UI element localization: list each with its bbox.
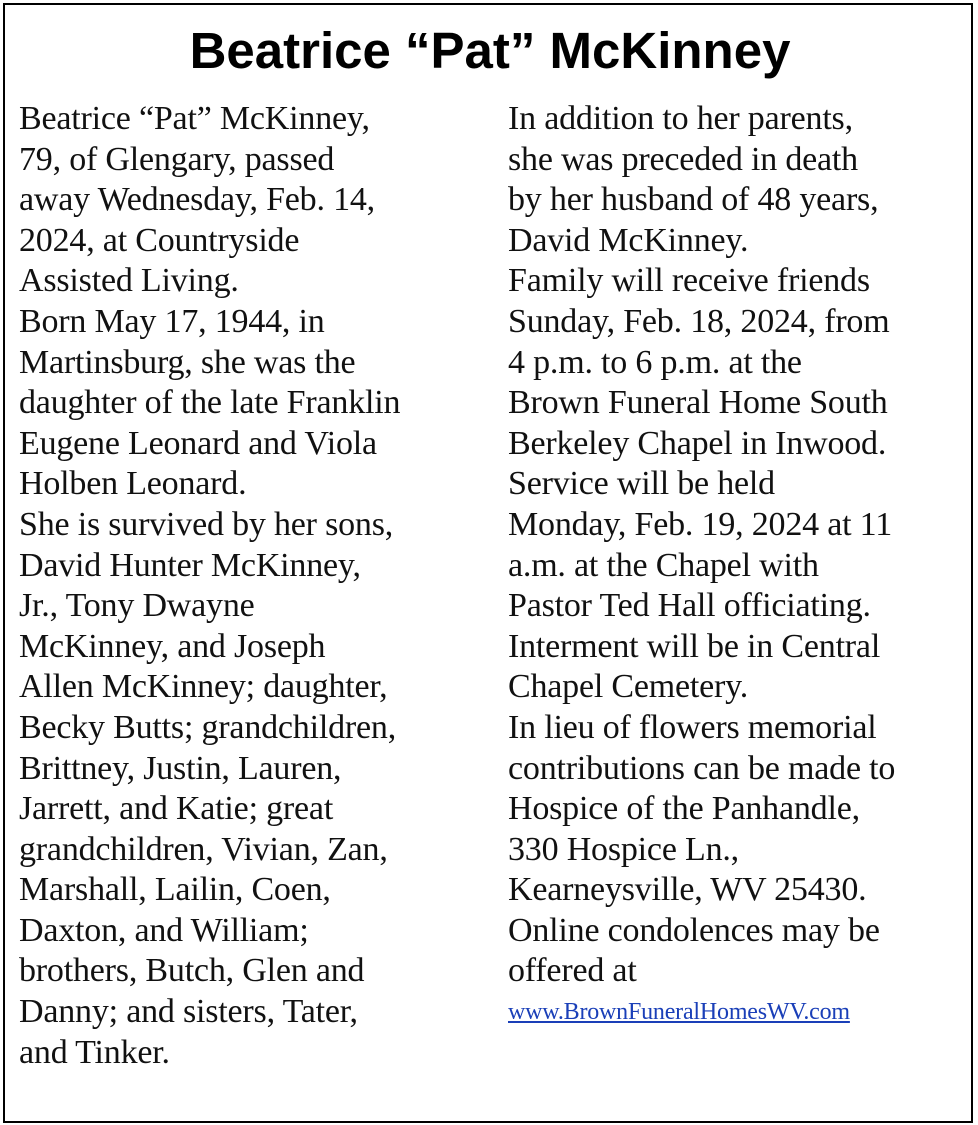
text-line: Assisted Living. [19, 262, 239, 300]
text-line: Beatrice “Pat” McKinney, [19, 100, 370, 137]
text-line: Daxton, and William; [19, 911, 309, 949]
text-line: Brittney, Justin, Lauren, [19, 749, 342, 787]
text-line: David McKinney. [508, 221, 749, 259]
text-line: Jarrett, and Katie; great [19, 790, 334, 828]
text-line: away Wednesday, Feb. 14, [19, 181, 375, 219]
obituary-frame [3, 3, 973, 1123]
text-line: Brown Funeral Home South [508, 384, 888, 422]
text-line: 79, of Glengary, passed [19, 140, 335, 178]
text-line: 4 p.m. to 6 p.m. at the [508, 343, 802, 381]
text-line: In addition to her parents, [508, 100, 853, 137]
obituary-title: Beatrice “Pat” McKinney [189, 22, 791, 79]
text-line: Family will receive friends [508, 262, 870, 300]
text-line: McKinney, and Joseph [19, 627, 326, 665]
text-line: Monday, Feb. 19, 2024 at 11 [508, 505, 892, 543]
text-line: Hospice of the Panhandle, [508, 790, 860, 828]
left-column [19, 99, 489, 1073]
text-line: David Hunter McKinney, [19, 546, 361, 584]
text-line: brothers, Butch, Glen and [19, 952, 365, 990]
text-line: Danny; and sisters, Tater, [19, 993, 358, 1031]
text-line: Berkeley Chapel in Inwood. [508, 424, 887, 462]
text-line: Jr., Tony Dwayne [19, 587, 255, 625]
text-line: Born May 17, 1944, in [19, 302, 325, 340]
text-line: Pastor Ted Hall officiating. [508, 587, 871, 625]
text-line: Becky Butts; grandchildren, [19, 708, 397, 746]
text-line: daughter of the late Franklin [19, 384, 401, 422]
text-line: Eugene Leonard and Viola [19, 424, 377, 462]
text-line: she was preceded in death [508, 140, 858, 178]
text-line: In lieu of flowers memorial [508, 708, 877, 746]
text-line: She is survived by her sons, [19, 505, 394, 543]
text-line: and Tinker. [19, 1033, 170, 1071]
text-line: Kearneysville, WV 25430. [508, 871, 867, 909]
text-line: Allen McKinney; daughter, [19, 668, 388, 706]
text-line: Service will be held [508, 465, 775, 503]
text-line: Online condolences may be [508, 911, 880, 949]
text-line: by her husband of 48 years, [508, 181, 879, 219]
text-line: Holben Leonard. [19, 465, 247, 503]
right-column [508, 99, 978, 1032]
text-line: contributions can be made to [508, 749, 896, 787]
text-line: offered at [508, 952, 637, 990]
text-line: a.m. at the Chapel with [508, 546, 819, 584]
text-line: Marshall, Lailin, Coen, [19, 871, 331, 909]
text-line: 2024, at Countryside [19, 221, 300, 259]
text-line: Sunday, Feb. 18, 2024, from [508, 302, 890, 340]
text-line: 330 Hospice Ln., [508, 830, 739, 868]
text-line: grandchildren, Vivian, Zan, [19, 830, 388, 868]
text-line: Interment will be in Central [508, 627, 881, 665]
text-line: Chapel Cemetery. [508, 668, 749, 706]
funeral-home-website-link[interactable]: www.BrownFuneralHomesWV.com [508, 999, 850, 1026]
text-line: Martinsburg, she was the [19, 343, 356, 381]
